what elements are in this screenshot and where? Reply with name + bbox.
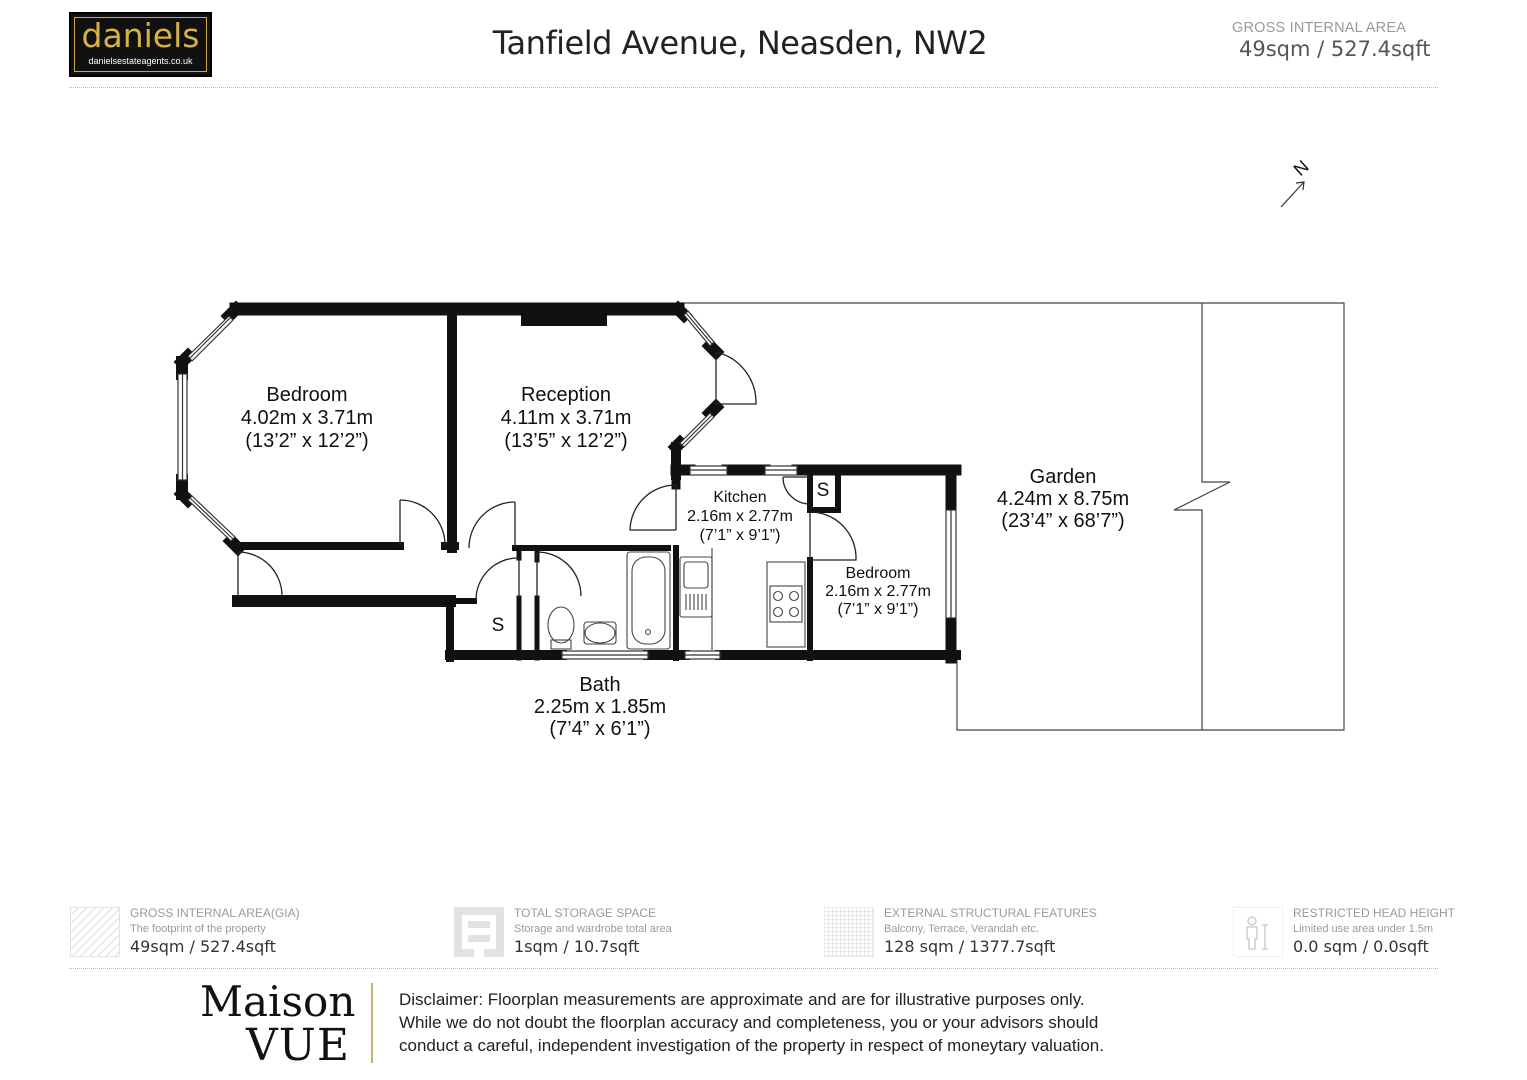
legend-restricted	[1293, 906, 1455, 956]
storage-icon	[454, 907, 504, 957]
room-name: Garden	[1029, 466, 1097, 488]
footer-divider	[69, 968, 1438, 969]
storage-label-kitchen: S	[816, 480, 830, 501]
maison-brand: Maison	[200, 977, 356, 1026]
room-imperial: (7’1” x 9’1”)	[837, 601, 919, 618]
disclaimer-line-1: Disclaimer: Floorplan measurements are approximate and are for illustrative purposes only.	[399, 990, 1085, 1009]
legend-sub: Storage and wardrobe total area	[514, 923, 672, 935]
disclaimer-line-2: While we do not doubt the floorplan accuracy and completeness, you or your advisors should	[399, 1013, 1099, 1032]
room-imperial: (7’1” x 9’1”)	[699, 527, 781, 544]
legend-external	[884, 906, 1097, 956]
legend-value: 49sqm / 527.4sqft	[130, 937, 276, 956]
brand-divider	[371, 983, 373, 1063]
room-imperial: (13’2” x 12’2”)	[245, 430, 369, 452]
gia-hatch-icon	[70, 907, 120, 957]
legend-storage	[514, 906, 672, 956]
room-name: Reception	[520, 384, 612, 406]
room-imperial: (13’5” x 12’2”)	[504, 430, 628, 452]
storage-label-hall: S	[491, 615, 505, 636]
room-label-bath	[500, 674, 700, 740]
room-label-reception	[466, 384, 666, 453]
external-grid-icon	[824, 907, 874, 957]
logo-name: daniels	[81, 16, 200, 55]
vue-brand: VUE	[246, 1020, 350, 1071]
disclaimer	[399, 988, 1104, 1057]
legend-gia	[130, 906, 300, 956]
compass-arrow-icon	[1281, 182, 1304, 207]
room-metric: 4.24m x 8.75m	[996, 488, 1130, 510]
legend-sub: Limited use area under 1.5m	[1293, 923, 1434, 935]
legend-value: 1sqm / 10.7sqft	[514, 937, 640, 956]
header-gia-label: GROSS INTERNAL AREA	[1232, 20, 1407, 36]
room-label-kitchen	[670, 488, 810, 545]
room-metric: 2.16m x 2.77m	[687, 508, 793, 525]
logo-url: danielsestateagents.co.uk	[88, 56, 193, 66]
legend-title: GROSS INTERNAL AREA(GIA)	[130, 906, 300, 920]
header-gia-value: 49sqm / 527.4sqft	[1239, 37, 1431, 61]
room-label-bedroom2	[808, 565, 948, 619]
legend-title: RESTRICTED HEAD HEIGHT	[1293, 906, 1456, 920]
legend-title: TOTAL STORAGE SPACE	[514, 906, 657, 920]
legend-value: 128 sqm / 1377.7sqft	[884, 937, 1056, 956]
room-label-garden	[963, 466, 1163, 532]
legend-value: 0.0 sqm / 0.0sqft	[1293, 937, 1429, 956]
room-metric: 2.16m x 2.77m	[825, 583, 931, 600]
room-name: Kitchen	[713, 489, 767, 506]
room-imperial: (7’4” x 6’1”)	[549, 718, 651, 740]
compass-label: N	[1289, 156, 1313, 180]
page-title: Tanfield Avenue, Neasden, NW2	[492, 24, 988, 62]
room-name: Bedroom	[266, 384, 348, 406]
room-name: Bath	[579, 674, 621, 696]
room-metric: 2.25m x 1.85m	[533, 696, 667, 718]
legend-sub: The footprint of the property	[130, 923, 266, 935]
legend-title: EXTERNAL STRUCTURAL FEATURES	[884, 906, 1097, 920]
room-metric: 4.11m x 3.71m	[500, 407, 632, 429]
legend-sub: Balcony, Terrace, Verandah etc.	[884, 923, 1039, 935]
room-imperial: (23’4” x 68’7”)	[1001, 510, 1125, 532]
room-metric: 4.02m x 3.71m	[240, 407, 374, 429]
room-label-bedroom1	[207, 384, 407, 453]
restricted-height-icon	[1233, 907, 1283, 957]
disclaimer-line-3: conduct a careful, independent investigation of the property in respect of moneytary valuation.	[399, 1036, 1104, 1055]
room-name: Bedroom	[845, 565, 911, 582]
